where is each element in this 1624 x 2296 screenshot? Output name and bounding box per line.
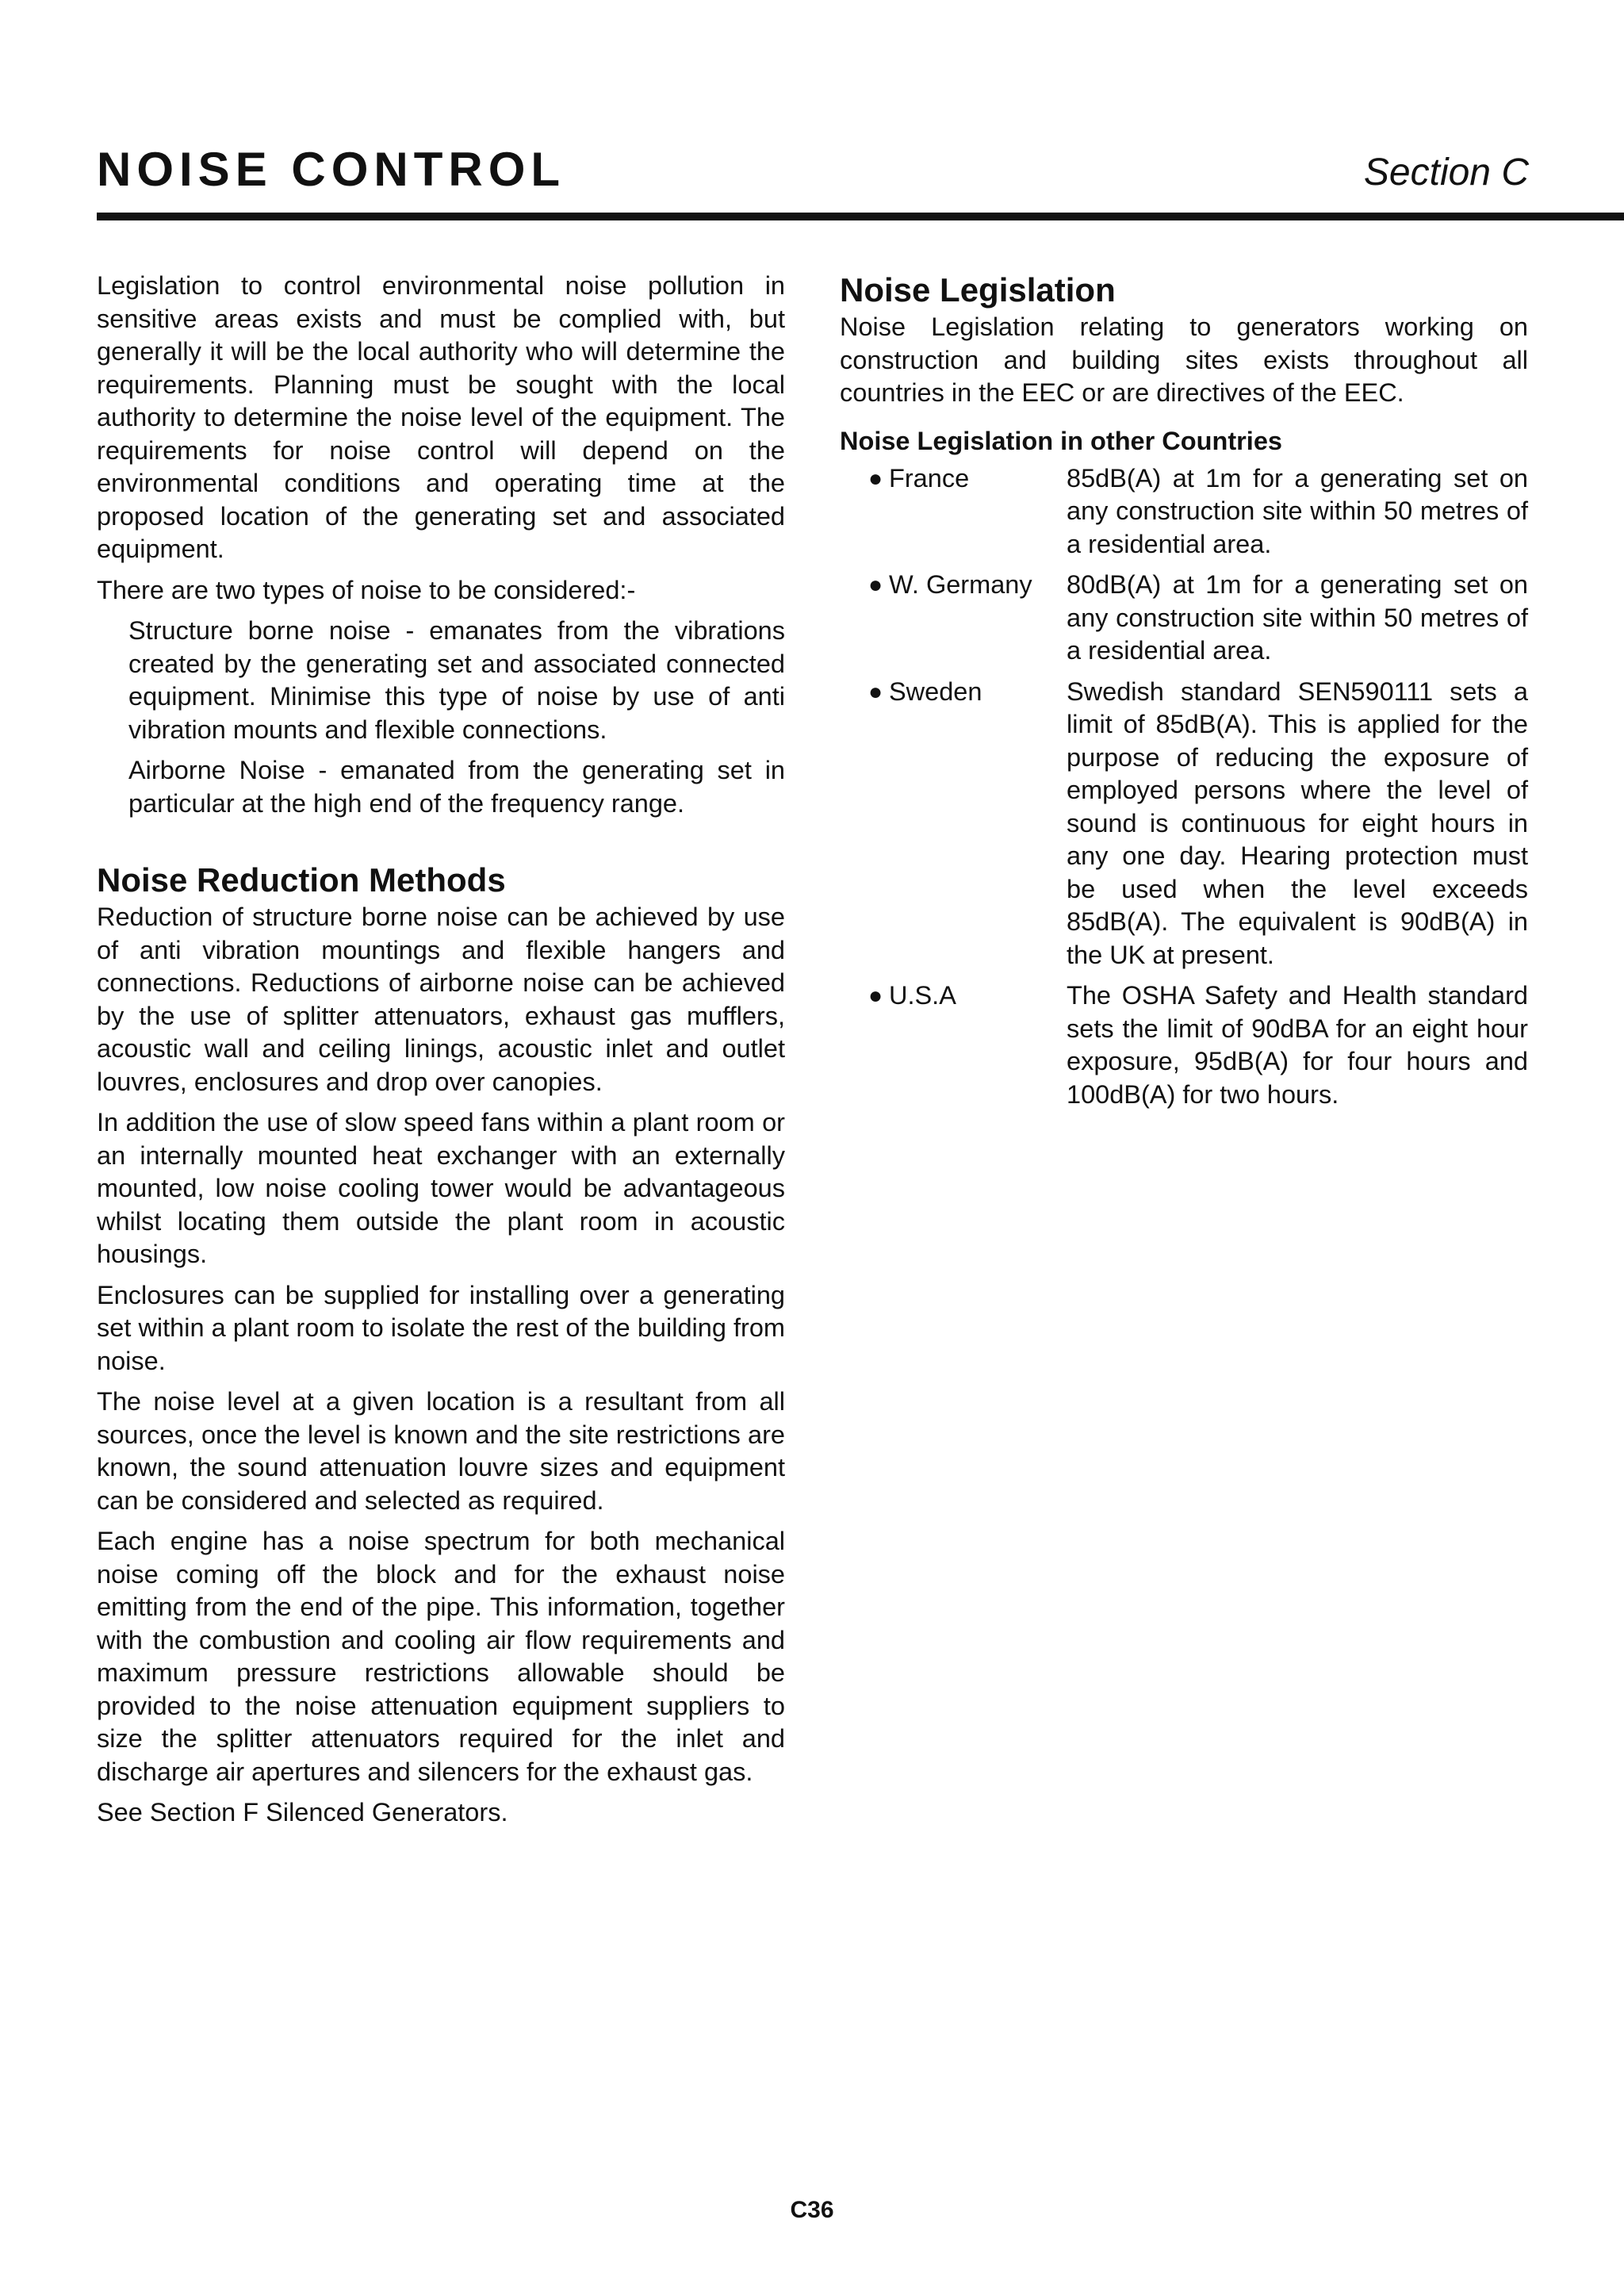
bullet-icon: ● (868, 983, 883, 1009)
reduction-paragraph: Each engine has a noise spectrum for both mechanical noise coming off the block and for the exhaust noise emitting from the end of the pipe. This information, together with the combustion and cooling air flow requirements and maximum pressure restrictions allowable should be provided to the noise attenuation equipment suppliers to size the splitter attenuators required for the inlet and discharge air apertures and silencers for the exhaust gas. (97, 1527, 785, 1786)
noise-reduction-heading: Noise Reduction Methods (97, 861, 506, 899)
country-name: W. Germany (889, 570, 1032, 599)
intro-paragraph: Legislation to control environmental noise pollution in sensitive areas exists and must be complied with, but generally it will be the local authority who will determine the requirements. Planning must be sought with the local authority to determine the noise level of the equipment. The requirements for noise control will depend on the environmental conditions and operating time at the proposed location of the generating set and associated equipment. (97, 271, 785, 563)
bullet-icon: ● (868, 678, 883, 705)
country-limit-detail: 85dB(A) at 1m for a generating set on any construction site within 50 metres of a residential area. (1067, 463, 1528, 558)
noise-legislation-heading: Noise Legislation (840, 271, 1116, 309)
list-item (840, 569, 1528, 668)
country-name: U.S.A (889, 981, 956, 1010)
right-column (840, 270, 1528, 1119)
header-divider (97, 213, 1624, 220)
country-legislation-list (840, 462, 1528, 1112)
noise-types-intro: There are two types of noise to be considered:- (97, 575, 636, 604)
page-header (97, 141, 1624, 220)
structure-borne-noise: Structure borne noise - emanates from the vibrations created by the generating set and associated connected equipment. Minimise this type of noise by use of anti vibration mounts and flexible connections. (128, 616, 785, 744)
bullet-icon: ● (868, 572, 883, 598)
airborne-noise: Airborne Noise - emanated from the generating set in particular at the high end of the frequency range. (128, 756, 785, 818)
see-section-reference: See Section F Silenced Generators. (97, 1798, 508, 1826)
country-limit-detail: 80dB(A) at 1m for a generating set on any construction site within 50 metres of a residential area. (1067, 570, 1528, 665)
list-item (840, 979, 1528, 1111)
section-label: Section C (1363, 151, 1529, 194)
list-item (840, 462, 1528, 562)
bullet-icon: ● (868, 465, 883, 492)
reduction-paragraph: The noise level at a given location is a resultant from all sources, once the level is known and the site restrictions are known, the sound attenuation louvre sizes and equipment can be considered and selected as required. (97, 1387, 785, 1515)
left-column (97, 270, 785, 1838)
reduction-paragraph: Reduction of structure borne noise can be achieved by use of anti vibration mountings and flexible hangers and connections. Reductions of airborne noise can be achieved by the use of splitter attenuators, exhaust gas mufflers, acoustic wall and ceiling linings, acoustic inlet and outlet louvres, enclosures and drop over canopies. (97, 903, 785, 1096)
reduction-paragraph: Enclosures can be supplied for installing over a generating set within a plant room to isolate the rest of the building from noise. (97, 1280, 785, 1375)
other-countries-subheading: Noise Legislation in other Countries (840, 426, 1282, 455)
page-title: NOISE CONTROL (97, 143, 566, 196)
country-name: Sweden (889, 677, 982, 706)
legislation-intro: Noise Legislation relating to generators working on construction and building sites exists throughout all countries in the EEC or are directives of the EEC. (840, 312, 1528, 407)
list-item (840, 676, 1528, 972)
reduction-paragraph: In addition the use of slow speed fans within a plant room or an internally mounted heat exchanger with an externally mounted, low noise cooling tower would be advantageous whilst locating them outside the plant room in acoustic housings. (97, 1108, 785, 1268)
country-limit-detail: The OSHA Safety and Health standard sets the limit of 90dBA for an eight hour exposure, 95dB(A) for four hours and 100dB(A) for two hours. (1067, 981, 1528, 1109)
page-number: C36 (790, 2197, 834, 2223)
country-limit-detail: Swedish standard SEN590111 sets a limit of 85dB(A). This is applied for the purpose of reducing the exposure of employed persons where the level of sound is continuous for eight hours in any one day. Hearing protection must be used when the level exceeds 85dB(A). The equivalent is 90dB(A) in the UK at present. (1067, 677, 1528, 969)
country-name: France (889, 463, 970, 493)
